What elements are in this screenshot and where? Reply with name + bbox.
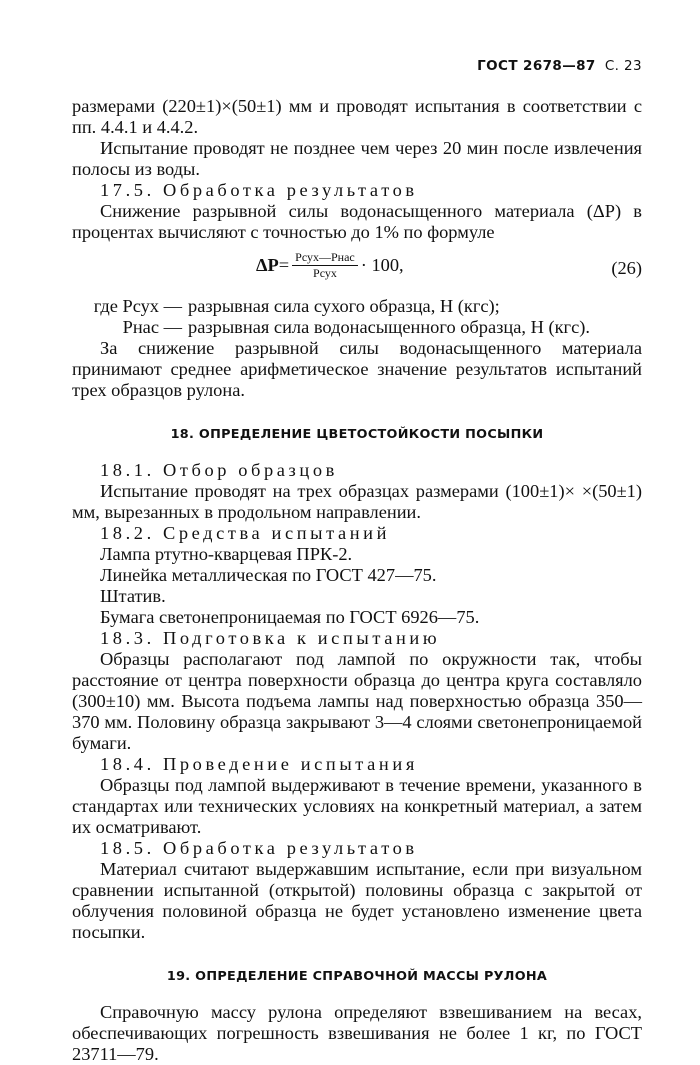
- section-title-18: 18. ОПРЕДЕЛЕНИЕ ЦВЕТОСТОЙКОСТИ ПОСЫПКИ: [170, 427, 544, 442]
- paragraph-17-5: Снижение разрывной силы водонасыщенного материала (ΔP) в процентах вычисляют с точностью до 1% по формуле: [72, 201, 642, 242]
- equipment-item-2: Линейка металлическая по ГОСТ 427—75.: [100, 565, 437, 585]
- where-line-1: [72, 296, 642, 317]
- formula-fraction: [292, 250, 358, 281]
- equipment-item-1: Лампа ртутно-кварцевая ПРК-2.: [100, 544, 353, 564]
- intro-paragraph-1: размерами (220±1)×(50±1) мм и проводят испытания в соответствии с пп. 4.4.1 и 4.4.2.: [72, 96, 642, 137]
- formula-26: [72, 248, 642, 292]
- formula-equals: =: [278, 255, 290, 275]
- paragraph-18-5: Материал считают выдержавшим испытание, если при визуальном сравнении испытанной (открытой) половины образца с закрытой от облучения половиной образца не будет установлено изменение цвета посыпки.: [72, 859, 642, 942]
- paragraph-18-4: Образцы под лампой выдерживают в течение времени, указанного в стандартах или технических условиях на конкретный материал, а затем их осматривают.: [72, 775, 642, 837]
- where-text-2: разрывная сила водонасыщенного образца, Н (кгс).: [188, 317, 590, 337]
- equipment-item-4: Бумага светонепроницаемая по ГОСТ 6926—75.: [100, 607, 480, 627]
- standard-number: ГОСТ 2678—87: [477, 58, 596, 74]
- heading-18-2: 18.2. Средства испытаний: [100, 523, 391, 543]
- page-number: С. 23: [604, 58, 642, 74]
- paragraph-17-5-final: За снижение разрывной силы водонасыщенного материала принимают среднее арифметическое значение результатов испытаний трех образцов рулона.: [72, 338, 642, 400]
- formula-lhs: ΔP: [256, 255, 279, 275]
- page-header: [72, 56, 642, 77]
- heading-17-5: 17.5. Обработка результатов: [100, 180, 418, 200]
- paragraph-18-3: Образцы располагают под лампой по окружности так, чтобы расстояние от центра поверхности образца до центра круга составляло (300±10) мм. Высота подъема лампы над поверхностью образца 350—370 мм. Половину образца закрывают 3—4 слоями светонепроницаемой бумаги.: [72, 649, 642, 753]
- equation-number: (26): [611, 258, 642, 278]
- formula-tail: · 100,: [360, 255, 404, 275]
- where-text-1: разрывная сила сухого образца, Н (кгс);: [188, 296, 500, 316]
- section-title-19: 19. ОПРЕДЕЛЕНИЕ СПРАВОЧНОЙ МАССЫ РУЛОНА: [166, 969, 548, 984]
- where-label-1: где Pсух —: [93, 296, 182, 316]
- intro-paragraph-2: Испытание проводят не позднее чем через 20 мин после извлечения полосы из воды.: [72, 138, 642, 179]
- formula-numerator: Pсух—Pнас: [292, 250, 358, 266]
- formula-denominator: Pсух: [313, 266, 337, 280]
- paragraph-19: Справочную массу рулона определяют взвешиванием на весах, обеспечивающих погрешность взвешивания не более 1 кг, по ГОСТ 23711—79.: [72, 1002, 642, 1064]
- heading-18-4: 18.4. Проведение испытания: [100, 754, 418, 774]
- where-line-2: [72, 317, 642, 338]
- heading-18-1: 18.1. Отбор образцов: [100, 460, 338, 480]
- paragraph-18-1: Испытание проводят на трех образцах размерами (100±1)× ×(50±1) мм, вырезанных в продольном направлении.: [72, 481, 642, 522]
- heading-18-3: 18.3. Подготовка к испытанию: [100, 628, 441, 648]
- formula-expression: [256, 250, 404, 281]
- where-label-2: Pнас —: [122, 317, 182, 337]
- heading-18-5: 18.5. Обработка результатов: [100, 838, 418, 858]
- equipment-item-3: Штатив.: [100, 586, 166, 606]
